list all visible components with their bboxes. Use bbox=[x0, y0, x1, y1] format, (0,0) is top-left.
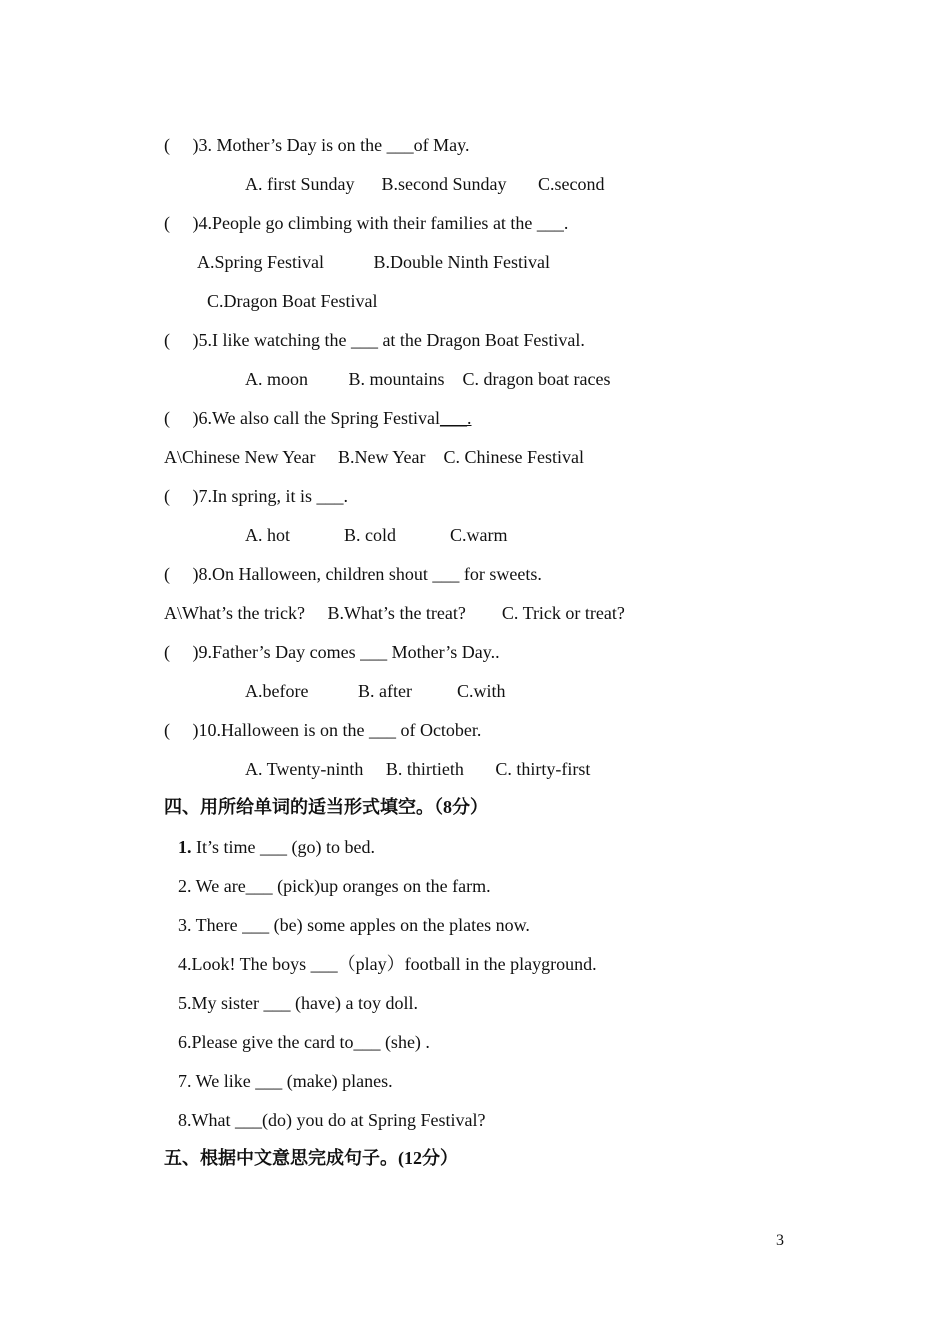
s4-item-1 bbox=[178, 836, 375, 858]
s4-item-6: 6.Please give the card to___ (she) . bbox=[178, 1032, 430, 1052]
q6-question-blank: ___. bbox=[440, 408, 472, 428]
s4-item-3: 3. There ___ (be) some apples on the plates now. bbox=[178, 915, 530, 935]
s4-item-4: 4.Look! The boys ___（play）football in the playground. bbox=[178, 954, 597, 974]
s4-item-8: 8.What ___(do) you do at Spring Festival? bbox=[178, 1110, 486, 1130]
s4-item-1-text: It’s time ___ (go) to bed. bbox=[191, 837, 375, 857]
q3-options: A. first Sunday B.second Sunday C.second bbox=[245, 174, 605, 194]
q6-question-text: ( )6.We also call the Spring Festival bbox=[164, 408, 440, 428]
q4-question: ( )4.People go climbing with their families at the ___. bbox=[164, 213, 569, 233]
q9-question: ( )9.Father’s Day comes ___ Mother’s Day.. bbox=[164, 642, 500, 662]
q7-options: A. hot B. cold C.warm bbox=[245, 525, 508, 545]
q8-options: A\What’s the trick? B.What’s the treat? C. Trick or treat? bbox=[164, 603, 625, 623]
q6-options: A\Chinese New Year B.New Year C. Chinese Festival bbox=[164, 447, 584, 467]
page-number: 3 bbox=[776, 1232, 784, 1249]
q10-question: ( )10.Halloween is on the ___ of October. bbox=[164, 720, 482, 740]
q7-question: ( )7.In spring, it is ___. bbox=[164, 486, 348, 506]
q9-options: A.before B. after C.with bbox=[245, 681, 506, 701]
q6-question bbox=[164, 407, 472, 429]
q5-options: A. moon B. mountains C. dragon boat races bbox=[245, 369, 611, 389]
section4-heading: 四、用所给单词的适当形式填空。（8分） bbox=[164, 797, 488, 817]
s4-item-2: 2. We are___ (pick)up oranges on the farm. bbox=[178, 876, 491, 896]
q3-question: ( )3. Mother’s Day is on the ___of May. bbox=[164, 135, 470, 155]
q10-options: A. Twenty-ninth B. thirtieth C. thirty-first bbox=[245, 759, 591, 779]
q4-options-1: A.Spring Festival B.Double Ninth Festival bbox=[197, 252, 550, 272]
q5-question: ( )5.I like watching the ___ at the Dragon Boat Festival. bbox=[164, 330, 585, 350]
s4-item-5: 5.My sister ___ (have) a toy doll. bbox=[178, 993, 418, 1013]
section5-heading: 五、根据中文意思完成句子。(12分） bbox=[164, 1148, 458, 1168]
s4-item-1-num: 1. bbox=[178, 837, 192, 857]
q4-options-2: C.Dragon Boat Festival bbox=[207, 291, 378, 311]
q8-question: ( )8.On Halloween, children shout ___ for sweets. bbox=[164, 564, 542, 584]
s4-item-7: 7. We like ___ (make) planes. bbox=[178, 1071, 393, 1091]
